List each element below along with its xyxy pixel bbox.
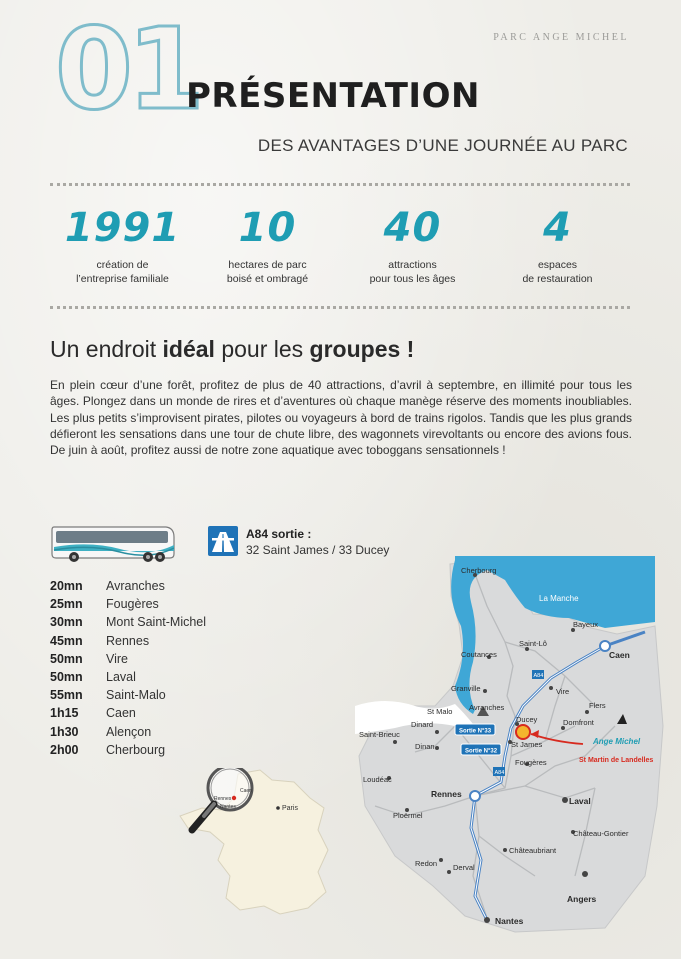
list-item <box>50 670 206 688</box>
exit-title: A84 sortie : <box>246 527 312 541</box>
region-map <box>355 556 665 936</box>
park-location-label: St Martin de Landelles <box>579 757 654 764</box>
stat-value: 40 <box>383 205 442 251</box>
city-label: Redon <box>415 859 438 868</box>
exit-32-badge: Sortie N°32 <box>465 748 498 755</box>
stat-founded <box>50 200 195 286</box>
city-label: Rennes <box>431 789 462 799</box>
city-label: Bayeux <box>573 620 599 629</box>
list-item <box>50 652 206 670</box>
city-label: Saint-Lô <box>519 639 547 648</box>
section-number: 01 <box>55 5 199 135</box>
heading-bold: idéal <box>162 336 215 362</box>
stat-label-line: création de <box>96 259 149 271</box>
heading-text: Un endroit <box>50 336 163 362</box>
sea-label: La Manche <box>539 594 579 603</box>
stats-row <box>50 200 630 290</box>
inset-label-paris: Paris <box>282 805 298 812</box>
stat-label <box>340 258 485 286</box>
city-label: Laval <box>569 796 591 806</box>
list-item <box>50 706 206 724</box>
inset-label-rennes: Rennes <box>214 796 232 802</box>
destination-city: Caen <box>106 706 136 721</box>
stat-label-line: espaces <box>537 259 578 271</box>
list-item <box>50 688 206 706</box>
heading-text: pour les <box>214 336 310 362</box>
stat-label-line: pour tous les âges <box>369 273 456 285</box>
stat-attractions <box>340 200 485 286</box>
list-item <box>50 579 206 597</box>
travel-time: 20mn <box>50 579 83 593</box>
stat-label-line: attractions <box>388 259 437 271</box>
city-label: Château-Gontier <box>573 829 629 838</box>
city-label: Dinan <box>415 742 435 751</box>
section-heading <box>50 336 414 363</box>
brand-name: PARC ANGE MICHEL <box>493 32 629 43</box>
stat-label-line: hectares de parc <box>228 259 307 271</box>
stat-label-line: l’entreprise familiale <box>76 273 169 285</box>
city-label: Angers <box>567 894 597 904</box>
page-title: PRÉSENTATION <box>186 76 480 116</box>
stat-value: 10 <box>238 205 297 251</box>
stat-label <box>485 258 630 286</box>
destination-city: Fougères <box>106 597 159 612</box>
travel-times-list <box>50 579 206 761</box>
city-label: Châteaubriant <box>509 846 557 855</box>
city-label: St Malo <box>427 707 453 716</box>
travel-time: 55mn <box>50 688 83 703</box>
coach-icon <box>50 523 176 563</box>
stat-restaurants <box>485 200 630 286</box>
city-label: Ploërmel <box>393 811 423 820</box>
city-label: Coutances <box>461 650 497 659</box>
city-label: Dinard <box>411 720 434 729</box>
page-subtitle: DES AVANTAGES D’UNE JOURNÉE AU PARC <box>257 136 628 155</box>
destination-city: Alençon <box>106 724 152 739</box>
stat-value: 1991 <box>64 205 181 251</box>
heading-bold: groupes ! <box>309 336 415 362</box>
destination-city: Avranches <box>106 579 165 593</box>
divider-top <box>50 183 630 186</box>
city-label: Domfront <box>563 718 594 727</box>
travel-time: 1h30 <box>50 724 79 739</box>
city-label: Saint-Brieuc <box>359 730 400 739</box>
travel-time: 1h15 <box>50 706 79 721</box>
stat-value: 4 <box>543 205 572 251</box>
stat-label-line: boisé et ombragé <box>226 273 309 285</box>
destination-city: Cherbourg <box>106 742 166 757</box>
road-label: A84 <box>494 770 505 776</box>
city-label: Flers <box>589 701 606 710</box>
travel-time: 25mn <box>50 597 83 612</box>
motorway-icon <box>208 526 238 556</box>
travel-time: 30mn <box>50 615 83 630</box>
city-label: Caen <box>609 650 630 660</box>
stat-label-line: de restauration <box>522 273 593 285</box>
a84-shield <box>532 670 544 679</box>
destination-city: Vire <box>106 651 129 666</box>
city-label: Fougères <box>515 758 547 767</box>
exit-33-badge: Sortie N°33 <box>459 728 492 735</box>
list-item <box>50 615 206 633</box>
city-label: Loudéac <box>363 775 392 784</box>
divider-bottom <box>50 306 630 309</box>
destination-city: Saint-Malo <box>106 688 166 703</box>
stat-hectares <box>195 200 340 286</box>
list-item <box>50 634 206 652</box>
city-label: Avranches <box>469 703 505 712</box>
list-item <box>50 597 206 615</box>
city-label: Granville <box>451 684 481 693</box>
list-item <box>50 743 206 761</box>
a84-shield <box>493 767 505 776</box>
list-item <box>50 725 206 743</box>
stat-label <box>50 258 195 286</box>
city-label: Derval <box>453 863 475 872</box>
intro-paragraph: En plein cœur d’une forêt, profitez de plus de 40 attractions, d’avril à septembre, en illimité pour tous les âges. Plongez dans un monde de rires et d’aventures où chaque manège réserve des moments inoubliables. Les plus petits s’improvisent pirates, pilotes ou voyageurs à bord de trains rigolos. Tandis que les plus grands défieront les sensations dans une tour de chute libre, des wagonnets virevoltants ou encore des avions fous. De juin à août, profitez aussi de notre zone aquatique avec toboggans sensationnels ! <box>50 378 632 458</box>
inset-label-nantes: Nantes <box>220 804 236 810</box>
inset-label-caen: Caen <box>240 788 252 794</box>
stat-label <box>195 258 340 286</box>
city-label: Vire <box>556 687 570 696</box>
travel-time: 2h00 <box>50 742 79 757</box>
city-label: Cherbourg <box>461 566 497 575</box>
city-label: Nantes <box>495 916 524 926</box>
travel-time: 50mn <box>50 669 83 684</box>
exit-detail: 32 Saint James / 33 Ducey <box>246 543 390 557</box>
destination-city: Laval <box>106 669 136 684</box>
france-inset-map <box>168 768 338 918</box>
travel-time: 45mn <box>50 633 83 648</box>
travel-time: 50mn <box>50 651 83 666</box>
destination-city: Rennes <box>106 633 150 648</box>
city-label: St James <box>511 740 543 749</box>
park-logo: Ange Michel <box>593 737 641 746</box>
road-label: A84 <box>533 673 544 679</box>
destination-city: Mont Saint-Michel <box>106 615 207 630</box>
city-label: Ducey <box>516 715 538 724</box>
